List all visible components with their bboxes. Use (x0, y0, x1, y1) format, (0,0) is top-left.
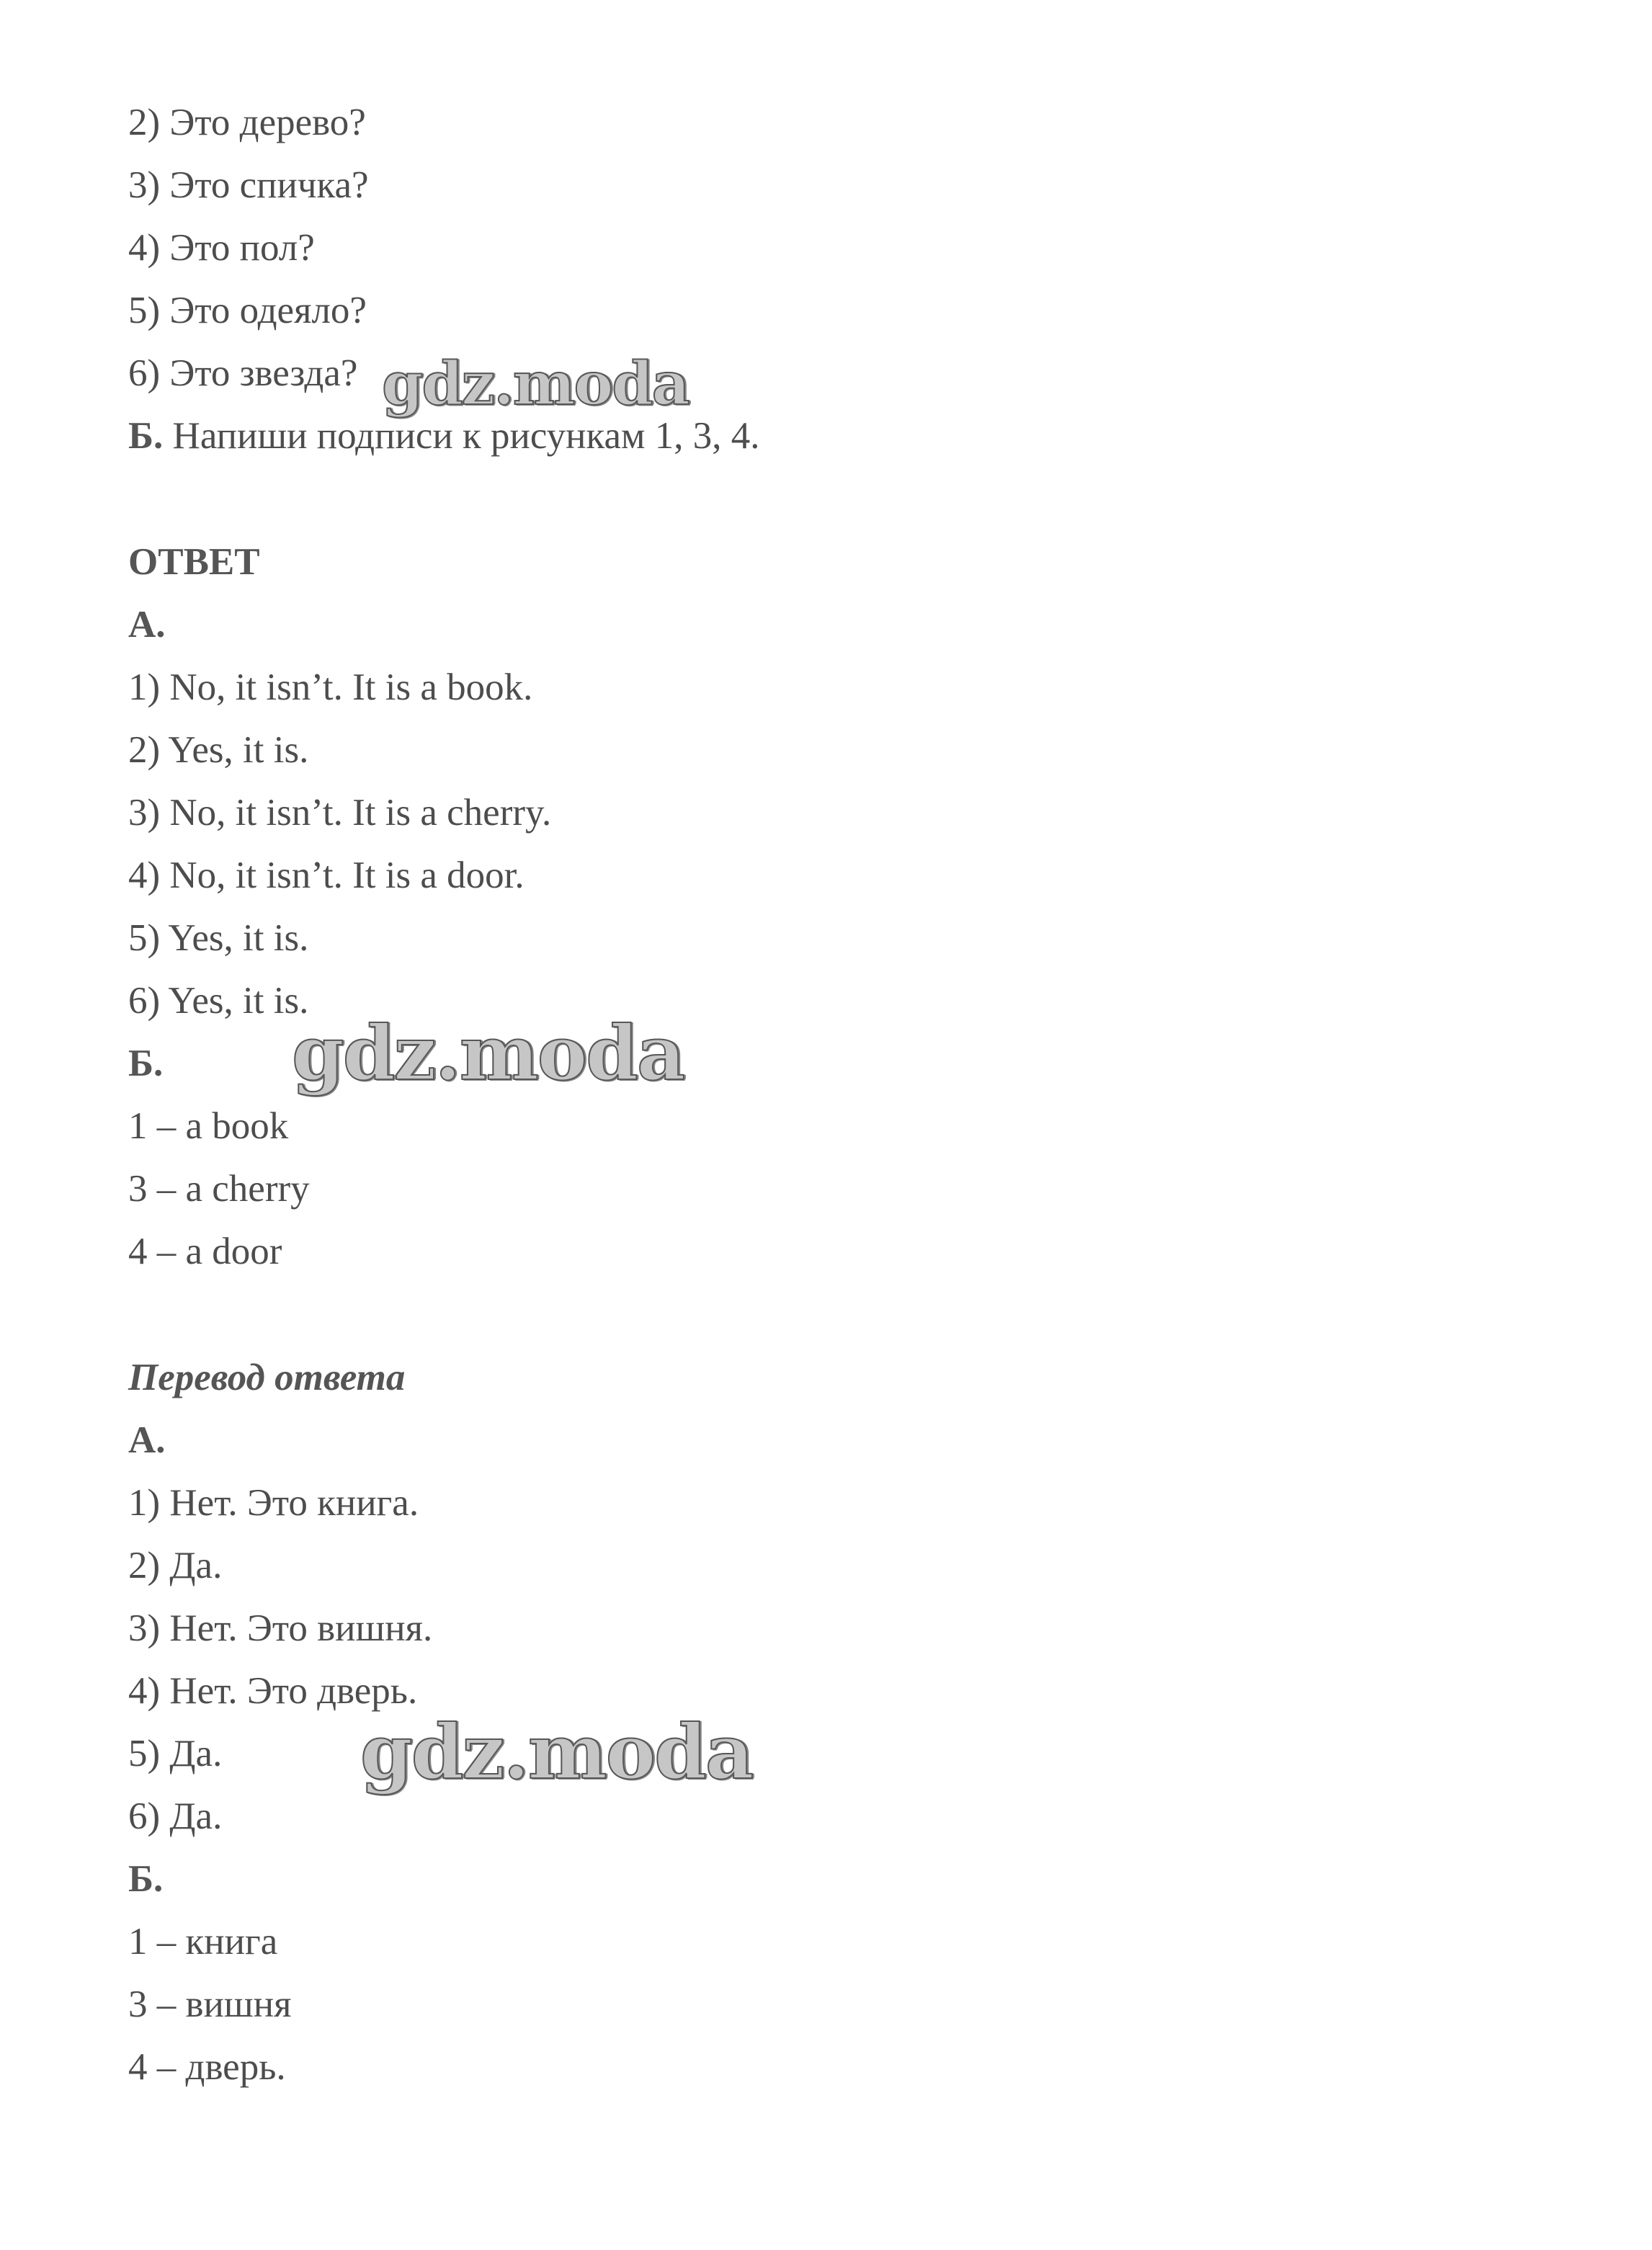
answer-a-item-2: 2) Yes, it is. (128, 729, 309, 771)
watermark-bottom: gdz.moda (360, 1707, 753, 1796)
question-item-4: 4) Это пол? (128, 227, 315, 269)
answer-b-item-1: 1 – a book (128, 1105, 289, 1147)
answer-section-a: А. (128, 604, 166, 646)
answer-heading: ОТВЕТ (128, 541, 260, 583)
answer-b-item-3: 3 – a cherry (128, 1168, 310, 1210)
answer-a-item-1: 1) No, it isn’t. It is a book. (128, 666, 533, 708)
answer-section-b: Б. (128, 1043, 164, 1084)
question-item-3: 3) Это спичка? (128, 164, 369, 206)
answer-a-item-5: 5) Yes, it is. (128, 917, 309, 959)
translation-a-item-2: 2) Да. (128, 1545, 223, 1586)
answer-b-item-4: 4 – a door (128, 1231, 282, 1272)
question-item-5: 5) Это одеяло? (128, 290, 367, 331)
task-b-text: Напиши подписи к рисункам 1, 3, 4. (163, 415, 760, 457)
translation-a-item-6: 6) Да. (128, 1795, 223, 1837)
translation-a-item-5: 5) Да. (128, 1733, 223, 1774)
answer-a-item-6: 6) Yes, it is. (128, 980, 309, 1022)
translation-a-item-4: 4) Нет. Это дверь. (128, 1670, 418, 1712)
translation-a-item-3: 3) Нет. Это вишня. (128, 1607, 433, 1649)
translation-b-item-1: 1 – книга (128, 1921, 278, 1963)
question-item-2: 2) Это дерево? (128, 102, 366, 143)
watermark-top: gdz.moda (382, 349, 689, 419)
task-b-label: Б. (128, 415, 164, 457)
answer-a-item-4: 4) No, it isn’t. It is a door. (128, 854, 524, 896)
answer-a-item-3: 3) No, it isn’t. It is a cherry. (128, 792, 552, 834)
translation-b-item-3: 3 – вишня (128, 1983, 292, 2025)
translation-section-b: Б. (128, 1858, 164, 1900)
translation-heading: Перевод ответа (128, 1357, 406, 1398)
translation-section-a: А. (128, 1419, 166, 1461)
translation-b-item-4: 4 – дверь. (128, 2046, 286, 2088)
translation-a-item-1: 1) Нет. Это книга. (128, 1482, 419, 1524)
watermark-middle: gdz.moda (292, 1009, 684, 1097)
task-b-instruction (128, 414, 760, 457)
question-item-6: 6) Это звезда? (128, 352, 358, 394)
